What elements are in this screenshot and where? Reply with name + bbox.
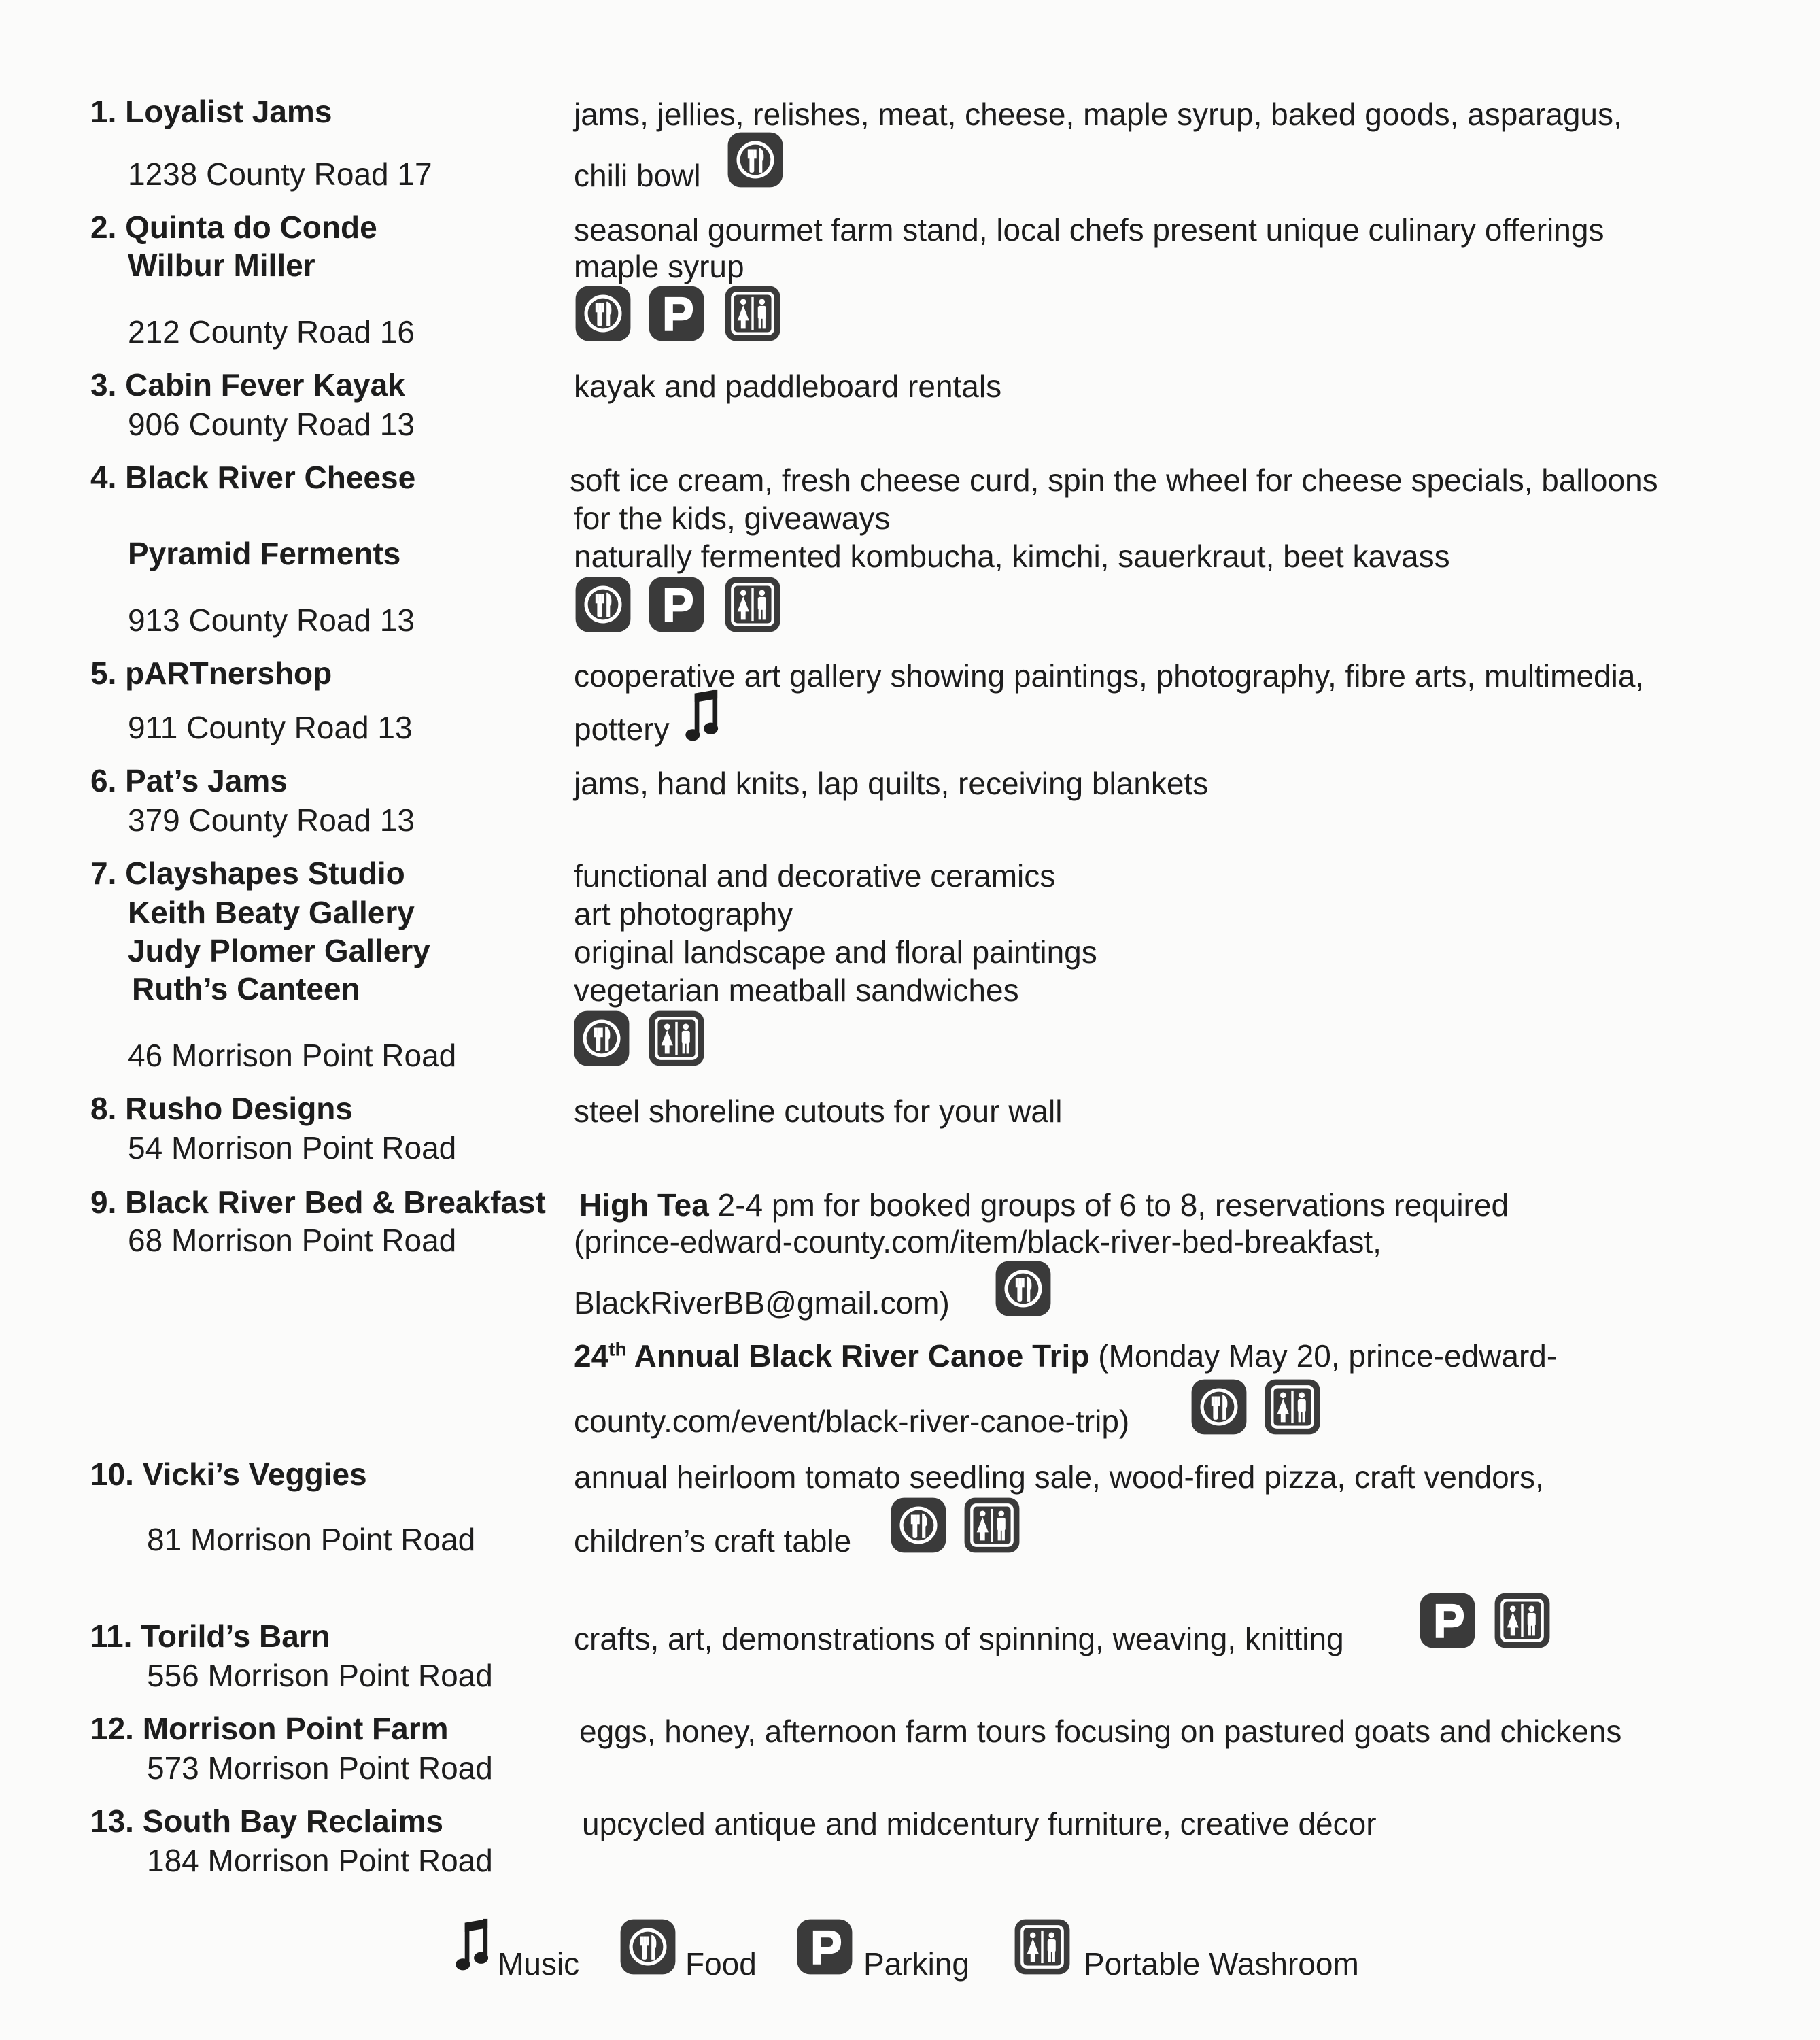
washroom-icon bbox=[723, 284, 782, 343]
event-description bbox=[574, 1337, 1557, 1375]
stop-description: pottery bbox=[574, 711, 670, 747]
food-icon bbox=[1190, 1378, 1248, 1436]
music-icon bbox=[684, 688, 726, 747]
stop-address: 68 Morrison Point Road bbox=[128, 1223, 457, 1258]
stop-address: 81 Morrison Point Road bbox=[147, 1522, 476, 1557]
stop-name: 3. Cabin Fever Kayak bbox=[90, 367, 405, 403]
stop-name: Pyramid Ferments bbox=[128, 536, 401, 571]
washroom-icon bbox=[1013, 1918, 1071, 1976]
stop-description: jams, jellies, relishes, meat, cheese, maple syrup, baked goods, asparagus, bbox=[574, 97, 1622, 132]
stop-description: for the kids, giveaways bbox=[574, 500, 891, 536]
legend-music-label: Music bbox=[498, 1946, 580, 1982]
stop-description: functional and decorative ceramics bbox=[574, 858, 1056, 894]
stop-address: 184 Morrison Point Road bbox=[147, 1843, 493, 1878]
stop-description: jams, hand knits, lap quilts, receiving blankets bbox=[574, 766, 1209, 801]
parking-icon bbox=[795, 1918, 854, 1976]
food-icon bbox=[574, 575, 632, 634]
food-icon bbox=[889, 1496, 948, 1554]
event-details: (Monday May 20, prince-edward- bbox=[1089, 1338, 1558, 1374]
stop-address: 379 County Road 13 bbox=[128, 802, 415, 838]
stop-address: 212 County Road 16 bbox=[128, 314, 415, 350]
stop-name: 12. Morrison Point Farm bbox=[90, 1711, 449, 1746]
stop-description: upcycled antique and midcentury furniture, creative décor bbox=[582, 1806, 1377, 1841]
stop-description: vegetarian meatball sandwiches bbox=[574, 972, 1019, 1008]
food-icon bbox=[572, 1009, 631, 1068]
stop-name: 5. pARTnershop bbox=[90, 656, 332, 691]
event-link: county.com/event/black-river-canoe-trip) bbox=[574, 1404, 1130, 1439]
high-tea-label: High Tea bbox=[579, 1187, 709, 1223]
stop-description: crafts, art, demonstrations of spinning, weaving, knitting bbox=[574, 1621, 1344, 1656]
stop-address: 913 County Road 13 bbox=[128, 602, 415, 638]
stop-description: naturally fermented kombucha, kimchi, sauerkraut, beet kavass bbox=[574, 539, 1450, 574]
stop-description bbox=[579, 1186, 1509, 1224]
washroom-icon bbox=[1263, 1378, 1322, 1436]
stop-description: kayak and paddleboard rentals bbox=[574, 369, 1002, 404]
music-icon bbox=[454, 1918, 496, 1976]
stop-description: (prince-edward-county.com/item/black-river-bed-breakfast, bbox=[574, 1224, 1381, 1259]
stop-address: 46 Morrison Point Road bbox=[128, 1038, 457, 1073]
stop-name: Keith Beaty Gallery bbox=[128, 895, 415, 930]
stop-name: 6. Pat’s Jams bbox=[90, 763, 288, 798]
stop-name: 13. South Bay Reclaims bbox=[90, 1803, 443, 1839]
stop-email: BlackRiverBB@gmail.com) bbox=[574, 1285, 950, 1321]
stop-description: soft ice cream, fresh cheese curd, spin the wheel for cheese specials, balloons bbox=[570, 462, 1658, 498]
parking-icon bbox=[647, 575, 706, 634]
legend-parking-label: Parking bbox=[863, 1946, 969, 1982]
stop-description: chili bowl bbox=[574, 158, 701, 193]
washroom-icon bbox=[963, 1496, 1021, 1554]
stop-description: original landscape and floral paintings bbox=[574, 934, 1097, 970]
stop-description: cooperative art gallery showing paintings, photography, fibre arts, multimedia, bbox=[574, 658, 1645, 694]
stop-name: 8. Rusho Designs bbox=[90, 1091, 353, 1126]
stop-address: 1238 County Road 17 bbox=[128, 156, 432, 192]
stop-description: annual heirloom tomato seedling sale, wood-fired pizza, craft vendors, bbox=[574, 1459, 1544, 1495]
washroom-icon bbox=[723, 575, 782, 634]
stop-name: 2. Quinta do Conde bbox=[90, 209, 377, 245]
stop-description: steel shoreline cutouts for your wall bbox=[574, 1093, 1063, 1129]
stop-description: eggs, honey, afternoon farm tours focusing on pastured goats and chickens bbox=[579, 1714, 1622, 1749]
stop-address: 556 Morrison Point Road bbox=[147, 1658, 493, 1693]
washroom-icon bbox=[647, 1009, 706, 1068]
food-icon bbox=[726, 131, 785, 189]
food-icon bbox=[619, 1918, 677, 1976]
high-tea-details: 2-4 pm for booked groups of 6 to 8, reservations required bbox=[708, 1187, 1509, 1223]
stop-address: 573 Morrison Point Road bbox=[147, 1750, 493, 1786]
stop-name: 11. Torild’s Barn bbox=[90, 1618, 330, 1654]
stop-description: children’s craft table bbox=[574, 1523, 852, 1559]
stop-name: 10. Vicki’s Veggies bbox=[90, 1457, 367, 1492]
event-ordinal: 24th Annual Black River Canoe Trip bbox=[574, 1338, 1090, 1374]
stop-name: 9. Black River Bed & Breakfast bbox=[90, 1185, 546, 1220]
stop-name: Judy Plomer Gallery bbox=[128, 933, 430, 968]
washroom-icon bbox=[1493, 1591, 1551, 1650]
legend-washroom-label: Portable Washroom bbox=[1084, 1946, 1359, 1982]
stop-name: Ruth’s Canteen bbox=[132, 971, 360, 1006]
stop-name: 4. Black River Cheese bbox=[90, 460, 416, 495]
stop-description: art photography bbox=[574, 896, 793, 932]
stop-address: 54 Morrison Point Road bbox=[128, 1130, 457, 1166]
stop-description: seasonal gourmet farm stand, local chefs present unique culinary offerings bbox=[574, 212, 1604, 248]
stop-description: maple syrup bbox=[574, 249, 744, 284]
stop-name: 1. Loyalist Jams bbox=[90, 94, 332, 129]
stop-address: 911 County Road 13 bbox=[128, 710, 413, 745]
stop-name: Wilbur Miller bbox=[128, 248, 315, 283]
stop-name: 7. Clayshapes Studio bbox=[90, 855, 405, 891]
food-icon bbox=[994, 1259, 1052, 1318]
legend-food-label: Food bbox=[685, 1946, 757, 1982]
parking-icon bbox=[1418, 1591, 1477, 1650]
food-icon bbox=[574, 284, 632, 343]
parking-icon bbox=[647, 284, 706, 343]
stop-address: 906 County Road 13 bbox=[128, 407, 415, 442]
